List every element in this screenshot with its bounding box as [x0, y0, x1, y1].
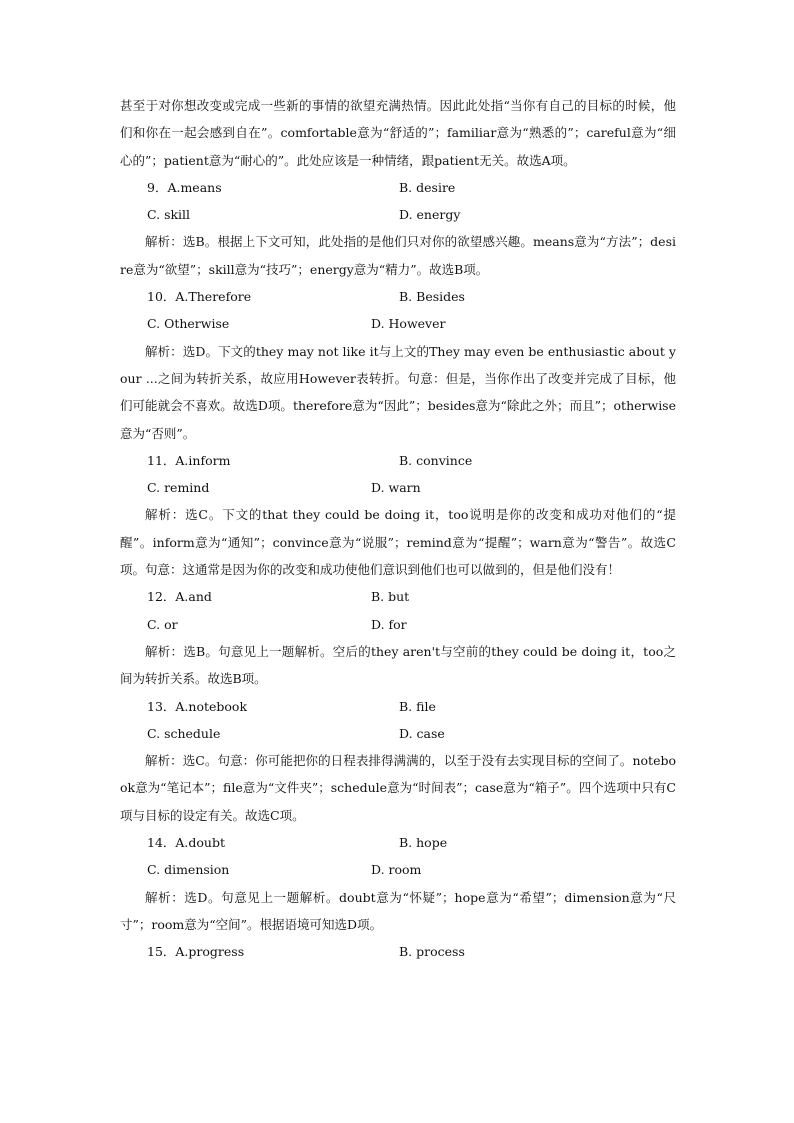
options-row-q11-cd	[120, 474, 676, 501]
options-row-q11-ab	[120, 447, 676, 474]
option-a: 13．A.notebook	[147, 698, 248, 714]
option-b: B. file	[399, 698, 436, 714]
options-row-q12-ab	[120, 583, 676, 610]
option-b: B. convince	[399, 452, 473, 468]
option-c: C. dimension	[147, 862, 230, 878]
options-row-q10-ab	[120, 283, 676, 310]
option-b: B. but	[371, 589, 410, 605]
option-a: 15．A.progress	[147, 944, 245, 960]
options-row-q12-cd	[120, 611, 676, 638]
option-b: B. hope	[399, 835, 448, 851]
option-c: C. or	[147, 616, 178, 632]
option-d: D. energy	[399, 207, 461, 223]
option-b: B. desire	[399, 179, 456, 195]
options-row-q14-cd	[120, 856, 676, 883]
options-row-q9-cd	[120, 201, 676, 228]
option-c: C. remind	[147, 480, 210, 496]
option-b: B. Besides	[399, 289, 465, 305]
option-b: B. process	[399, 944, 465, 960]
option-d: D. case	[399, 725, 445, 741]
option-d: D. However	[371, 316, 446, 332]
option-a: 10．A.Therefore	[147, 289, 252, 305]
option-d: D. room	[371, 862, 422, 878]
document-page	[120, 92, 676, 966]
options-row-q9-ab	[120, 174, 676, 201]
options-row-q13-cd	[120, 720, 676, 747]
options-row-q14-ab	[120, 829, 676, 856]
options-row-q10-cd	[120, 310, 676, 337]
intro-paragraph: 甚至于对你想改变或完成一些新的事情的欲望充满热情。因此此处指“当你有自己的目标的时候，他们和你在一起会感到自在”。comfortable意为“舒适的”；familiar意为“熟悉的”；careful意为“细心的”；patient意为“耐心的”。此处应该是一种情绪，跟patient无关。故选A项。	[120, 98, 676, 168]
option-a: 12．A.and	[147, 589, 212, 605]
explanation-q14: 解析：选D。句意见上一题解析。doubt意为“怀疑”；hope意为“希望”；dimension意为“尺寸”；room意为“空间”。根据语境可知选D项。	[120, 889, 676, 932]
option-c: C. skill	[147, 207, 191, 223]
option-d: D. for	[371, 616, 407, 632]
option-a: 11．A.inform	[147, 452, 231, 468]
option-c: C. Otherwise	[147, 316, 230, 332]
options-row-q15-ab	[120, 938, 676, 965]
options-row-q13-ab	[120, 693, 676, 720]
explanation-q13: 解析：选C。句意：你可能把你的日程表排得满满的，以至于没有去实现目标的空间了。notebook意为“笔记本”；file意为“文件夹”；schedule意为“时间表”；case意为“箱子”。四个选项中只有C项与目标的设定有关。故选C项。	[120, 753, 676, 823]
explanation-q10: 解析：选D。下文的they may not like it与上文的They may even be enthusiastic about your ...之间为转折关系，故应用However表转折。句意：但是，当你作出了改变并完成了目标，他们可能就会不喜欢。故选D项。therefore意为“因此”；besides意为“除此之外；而且”；otherwise意为“否则”。	[120, 343, 676, 441]
option-a: 14．A.doubt	[147, 835, 226, 851]
option-a: 9．A.means	[147, 179, 222, 195]
explanation-q11: 解析：选C。下文的that they could be doing it，too说明是你的改变和成功对他们的“提醒”。inform意为“通知”；convince意为“说服”；remind意为“提醒”；warn意为“警告”。故选C项。句意：这通常是因为你的改变和成功使他们意识到他们也可以做到的，但是他们没有！	[120, 507, 676, 578]
explanation-q9: 解析：选B。根据上下文可知，此处指的是他们只对你的欲望感兴趣。means意为“方法”；desire意为“欲望”；skill意为“技巧”；energy意为“精力”。故选B项。	[120, 234, 676, 277]
explanation-q12: 解析：选B。句意见上一题解析。空后的they aren't与空前的they could be doing it，too之间为转折关系。故选B项。	[120, 643, 676, 687]
option-c: C. schedule	[147, 725, 221, 741]
option-d: D. warn	[371, 480, 421, 496]
